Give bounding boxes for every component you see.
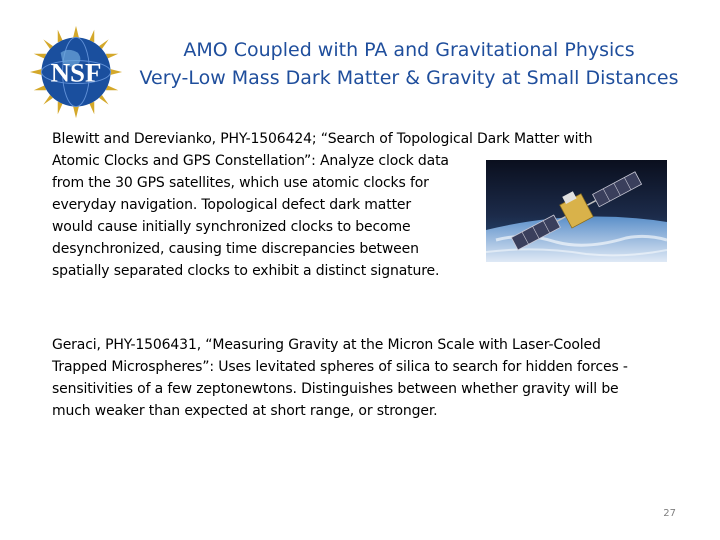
paragraph-line: would cause initially synchronized clocks to become (52, 219, 411, 235)
paragraph-line: from the 30 GPS satellites, which use atomic clocks for (52, 175, 429, 191)
paragraph-line: everyday navigation. Topological defect dark matter (52, 197, 411, 213)
paragraph-line: much weaker than expected at short range, or stronger. (52, 403, 438, 419)
title-line-1: AMO Coupled with PA and Gravitational Physics (183, 39, 635, 61)
paragraph-line: desynchronized, causing time discrepancies between (52, 241, 419, 257)
paragraph-line: spatially separated clocks to exhibit a distinct signature. (52, 263, 440, 279)
paragraph-line: Geraci, PHY-1506431, “Measuring Gravity at the Micron Scale with Laser-Cooled (52, 337, 601, 353)
slide-title (120, 36, 698, 92)
paragraph-line: Blewitt and Derevianko, PHY-1506424; “Search of Topological Dark Matter with (52, 131, 593, 147)
paragraph-line: Trapped Microspheres”: Uses levitated spheres of silica to search for hidden forces - (52, 359, 628, 375)
paragraph-line: sensitivities of a few zeptonewtons. Distinguishes between whether gravity will be (52, 381, 619, 397)
paragraph-geraci (52, 334, 702, 422)
page-number: 27 (663, 508, 676, 519)
logo-text: NSF (50, 57, 102, 88)
title-line-2: Very-Low Mass Dark Matter & Gravity at Small Distances (139, 67, 679, 89)
satellite-image (486, 160, 667, 262)
nsf-logo-icon (28, 24, 124, 120)
paragraph-line: Atomic Clocks and GPS Constellation”: Analyze clock data (52, 153, 449, 169)
